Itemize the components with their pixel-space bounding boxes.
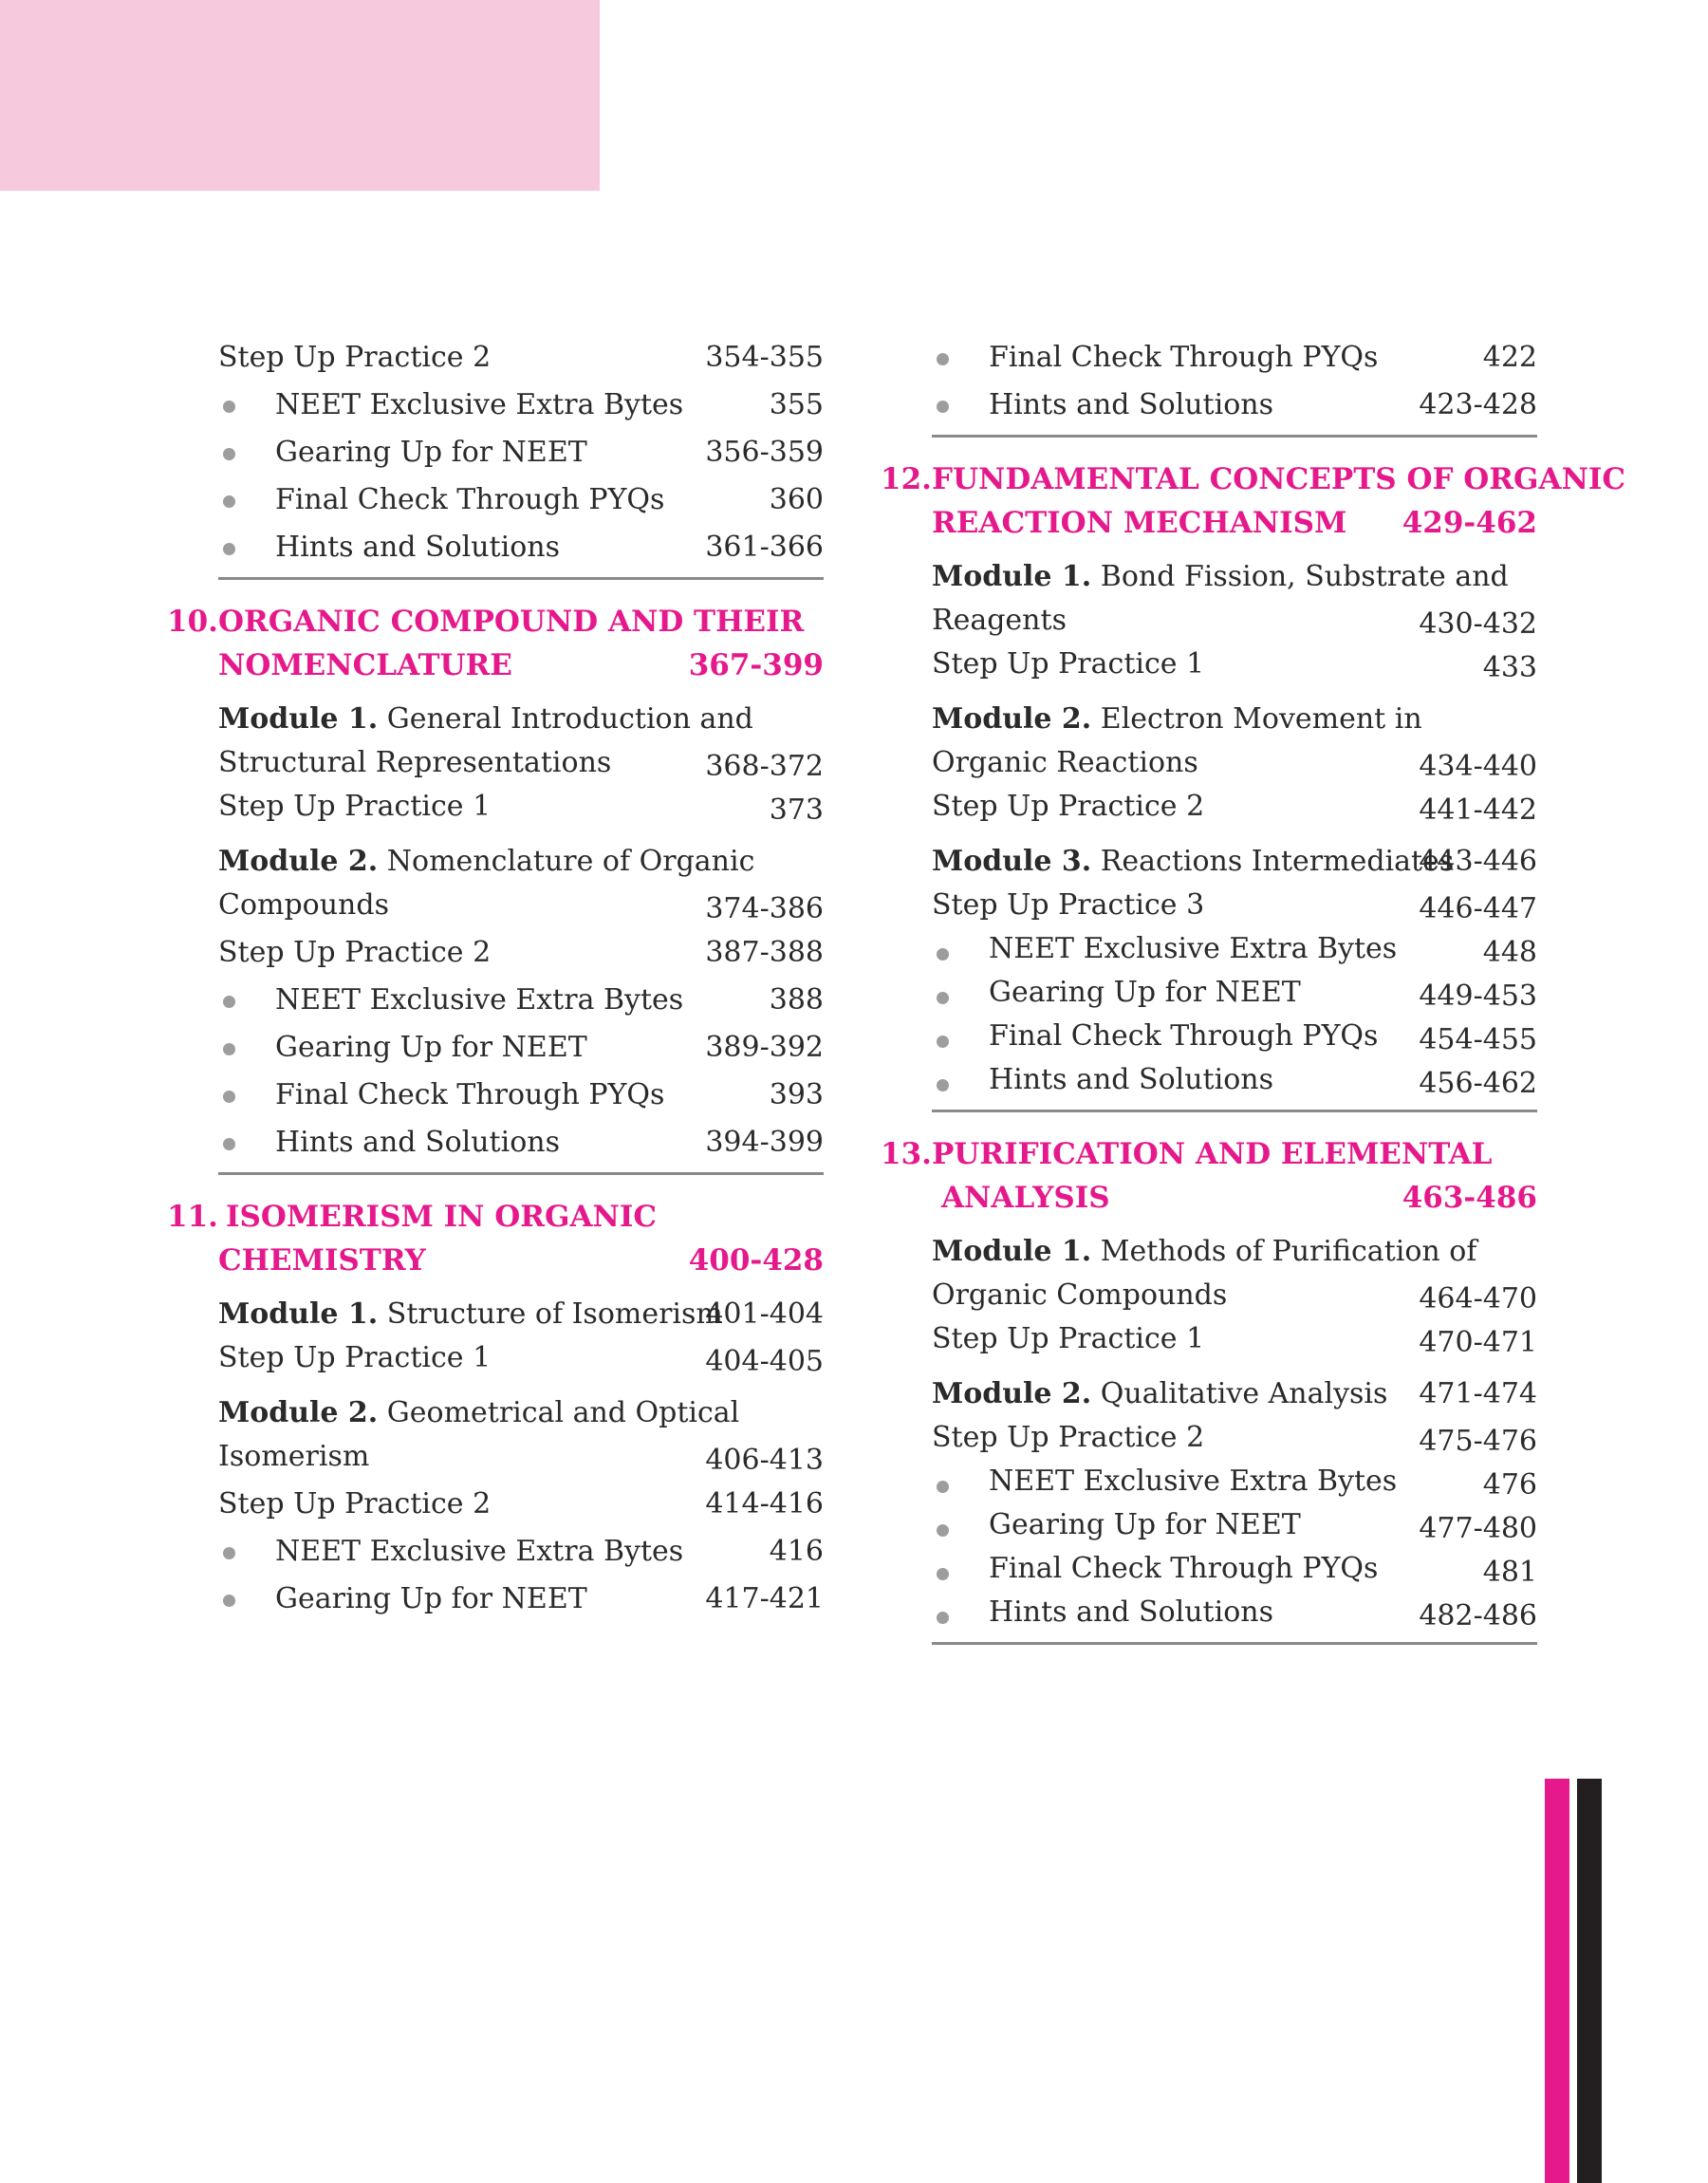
bullet-icon xyxy=(223,495,235,508)
module-label: Module 2. xyxy=(932,1377,1092,1410)
module-entry-cont[interactable] xyxy=(873,1276,1537,1319)
toc-entry[interactable] xyxy=(159,1119,824,1166)
entry-pages: 394-399 xyxy=(705,1126,824,1159)
module-title-cont: Organic Compounds xyxy=(932,1278,1228,1312)
entry-label: Gearing Up for NEET xyxy=(275,1031,587,1064)
entry-label: Step Up Practice 1 xyxy=(932,647,1205,681)
section-divider xyxy=(932,435,1537,438)
chapter-title-line2: CHEMISTRY xyxy=(218,1243,426,1278)
toc-entry[interactable] xyxy=(873,1017,1537,1060)
entry-pages: 434-440 xyxy=(1419,750,1537,783)
toc-entry[interactable] xyxy=(159,977,824,1024)
bullet-icon xyxy=(223,1547,235,1559)
toc-entry[interactable] xyxy=(873,334,1537,382)
toc-entry[interactable] xyxy=(159,1481,824,1528)
entry-label: Final Check Through PYQs xyxy=(989,341,1379,374)
module-title xyxy=(932,844,1454,880)
module-label: Module 1. xyxy=(218,1297,379,1331)
entry-pages: 406-413 xyxy=(705,1444,824,1477)
chapter-pages: 429-462 xyxy=(1402,506,1537,540)
entry-pages: 446-447 xyxy=(1419,892,1537,925)
section-divider xyxy=(932,1110,1537,1112)
module-entry[interactable] xyxy=(873,838,1537,886)
module-title xyxy=(218,1297,723,1333)
section-divider xyxy=(932,1642,1537,1645)
chapter-number: 11. xyxy=(167,1200,218,1234)
entry-label: Step Up Practice 2 xyxy=(932,790,1205,823)
module-title xyxy=(218,1395,739,1431)
entry-label: Step Up Practice 2 xyxy=(218,341,492,374)
bullet-icon xyxy=(223,1043,235,1055)
toc-entry[interactable] xyxy=(873,382,1537,429)
entry-pages: 414-416 xyxy=(705,1487,824,1521)
entry-label: Step Up Practice 2 xyxy=(218,936,492,969)
bullet-icon xyxy=(937,1568,949,1580)
chapter-title-line1: ORGANIC COMPOUND AND THEIR xyxy=(218,605,805,639)
toc-entry[interactable] xyxy=(159,476,824,524)
module-entry[interactable] xyxy=(873,1371,1537,1418)
module-name: Qualitative Analysis xyxy=(1091,1377,1388,1410)
module-title xyxy=(218,701,753,737)
entry-label: Hints and Solutions xyxy=(275,531,560,564)
entry-label: Final Check Through PYQs xyxy=(989,1552,1379,1585)
entry-label: Hints and Solutions xyxy=(989,1063,1273,1096)
toc-entry[interactable] xyxy=(873,644,1537,688)
module-label: Module 3. xyxy=(932,845,1092,878)
module-title xyxy=(932,1376,1387,1412)
bullet-icon xyxy=(937,1079,949,1092)
chapter-title-line1: ISOMERISM IN ORGANIC xyxy=(226,1200,658,1234)
bullet-icon xyxy=(223,448,235,460)
module-title-cont: Organic Reactions xyxy=(932,746,1198,779)
entry-pages: 433 xyxy=(1482,651,1537,684)
toc-entry[interactable] xyxy=(873,929,1537,973)
chapter-heading-12[interactable] xyxy=(873,455,1626,546)
entry-pages: 404-405 xyxy=(705,1345,824,1378)
entry-pages: 481 xyxy=(1482,1556,1537,1589)
toc-entry[interactable] xyxy=(159,1528,824,1576)
module-name: Electron Movement in xyxy=(1091,702,1422,736)
module-entry-cont[interactable] xyxy=(873,743,1537,787)
header-color-block xyxy=(0,0,600,191)
entry-pages: 354-355 xyxy=(705,341,824,374)
chapter-title-line1: PURIFICATION AND ELEMENTAL xyxy=(932,1137,1493,1171)
module-entry-cont[interactable] xyxy=(159,743,824,787)
entry-pages: 360 xyxy=(769,483,824,516)
section-divider xyxy=(218,577,824,580)
module-title-cont: Compounds xyxy=(218,888,389,922)
module-title-cont: Structural Representations xyxy=(218,746,612,779)
entry-label: Step Up Practice 1 xyxy=(218,790,492,823)
toc-column-left xyxy=(159,334,824,1623)
module-label: Module 1. xyxy=(218,702,379,736)
entry-label: Step Up Practice 1 xyxy=(218,1341,492,1374)
chapter-number: 10. xyxy=(167,605,218,639)
bullet-icon xyxy=(223,401,235,413)
entry-pages: 443-446 xyxy=(1419,845,1537,878)
toc-entry[interactable] xyxy=(159,787,824,830)
chapter-title-line2: NOMENCLATURE xyxy=(218,648,512,682)
module-label: Module 2. xyxy=(932,702,1092,736)
toc-entry[interactable] xyxy=(873,973,1537,1017)
bullet-icon xyxy=(937,992,949,1004)
entry-pages: 368-372 xyxy=(705,750,824,783)
entry-label: Hints and Solutions xyxy=(989,388,1273,421)
entry-label: Gearing Up for NEET xyxy=(989,1508,1301,1541)
entry-pages: 449-453 xyxy=(1419,980,1537,1013)
bullet-icon xyxy=(937,1612,949,1624)
entry-label: Step Up Practice 2 xyxy=(932,1421,1205,1454)
toc-entry[interactable] xyxy=(873,1549,1537,1593)
entry-pages: 416 xyxy=(769,1535,824,1568)
module-label: Module 2. xyxy=(218,1396,379,1429)
toc-entry[interactable] xyxy=(873,886,1537,929)
entry-label: Hints and Solutions xyxy=(275,1126,560,1159)
toc-entry[interactable] xyxy=(159,334,824,382)
entry-pages: 482-486 xyxy=(1419,1599,1537,1633)
toc-entry[interactable] xyxy=(159,1072,824,1119)
toc-entry[interactable] xyxy=(159,1576,824,1623)
chapter-number: 13. xyxy=(881,1137,932,1171)
entry-pages: 373 xyxy=(769,793,824,827)
bullet-icon xyxy=(937,1481,949,1493)
bullet-icon xyxy=(937,353,949,365)
toc-entry[interactable] xyxy=(159,929,824,977)
entry-pages: 389-392 xyxy=(705,1031,824,1064)
entry-pages: 423-428 xyxy=(1419,388,1537,421)
module-title xyxy=(932,1234,1476,1270)
module-name: General Introduction and xyxy=(378,702,753,736)
toc-entry[interactable] xyxy=(873,1319,1537,1363)
chapter-pages: 400-428 xyxy=(688,1243,824,1278)
module-name: Structure of Isomerism xyxy=(378,1297,723,1331)
entry-pages: 417-421 xyxy=(705,1582,824,1615)
module-entry-cont[interactable] xyxy=(873,601,1537,644)
toc-entry[interactable] xyxy=(159,1338,824,1382)
module-title-cont: Reagents xyxy=(932,604,1067,637)
entry-pages: 464-470 xyxy=(1419,1282,1537,1315)
module-entry[interactable] xyxy=(159,1291,824,1338)
toc-entry[interactable] xyxy=(159,429,824,476)
toc-entry[interactable] xyxy=(159,1024,824,1072)
module-label: Module 2. xyxy=(218,845,379,878)
entry-label: Step Up Practice 1 xyxy=(932,1322,1205,1355)
bullet-icon xyxy=(223,1138,235,1150)
entry-pages: 475-476 xyxy=(1419,1425,1537,1458)
module-entry[interactable] xyxy=(873,696,1537,743)
module-entry[interactable] xyxy=(159,1390,824,1437)
module-entry-cont[interactable] xyxy=(159,1437,824,1481)
module-title xyxy=(932,701,1422,737)
entry-label: Step Up Practice 2 xyxy=(218,1487,492,1521)
module-entry[interactable] xyxy=(873,553,1537,601)
toc-entry[interactable] xyxy=(873,1462,1537,1505)
chapter-heading-13[interactable] xyxy=(873,1129,1537,1221)
entry-pages: 441-442 xyxy=(1419,793,1537,827)
entry-label: Final Check Through PYQs xyxy=(275,483,665,516)
entry-pages: 448 xyxy=(1482,936,1537,969)
toc-entry[interactable] xyxy=(159,524,824,571)
chapter-pages: 367-399 xyxy=(688,648,824,682)
bullet-icon xyxy=(223,1091,235,1103)
bullet-icon xyxy=(223,543,235,555)
entry-pages: 456-462 xyxy=(1419,1067,1537,1100)
module-title xyxy=(932,559,1509,595)
module-name: Bond Fission, Substrate and xyxy=(1091,560,1509,593)
chapter-title-line2: ANALYSIS xyxy=(941,1181,1110,1215)
entry-pages: 430-432 xyxy=(1419,607,1537,641)
module-label: Module 1. xyxy=(932,1235,1092,1268)
bullet-icon xyxy=(937,1524,949,1537)
chapter-heading-11[interactable] xyxy=(159,1192,824,1283)
entry-pages: 387-388 xyxy=(705,936,824,969)
entry-label: Gearing Up for NEET xyxy=(275,1582,587,1615)
module-entry-cont[interactable] xyxy=(159,886,824,929)
entry-label: NEET Exclusive Extra Bytes xyxy=(275,983,684,1017)
chapter-heading-10[interactable] xyxy=(159,597,824,688)
toc-entry[interactable] xyxy=(159,382,824,429)
entry-label: Final Check Through PYQs xyxy=(275,1078,665,1111)
entry-pages: 361-366 xyxy=(705,531,824,564)
module-label: Module 1. xyxy=(932,560,1092,593)
module-entry[interactable] xyxy=(159,696,824,743)
entry-pages: 477-480 xyxy=(1419,1512,1537,1545)
module-title xyxy=(218,844,754,880)
chapter-title-line1: FUNDAMENTAL CONCEPTS OF ORGANIC xyxy=(932,462,1626,496)
entry-label: Final Check Through PYQs xyxy=(989,1019,1379,1053)
entry-label: NEET Exclusive Extra Bytes xyxy=(989,932,1398,965)
decorative-pink-bar xyxy=(1545,1779,1569,2183)
toc-entry[interactable] xyxy=(873,787,1537,830)
toc-entry[interactable] xyxy=(873,1060,1537,1104)
toc-entry[interactable] xyxy=(873,1418,1537,1462)
bullet-icon xyxy=(937,401,949,413)
bullet-icon xyxy=(223,1595,235,1607)
module-entry[interactable] xyxy=(873,1228,1537,1276)
module-name: Geometrical and Optical xyxy=(378,1396,740,1429)
toc-column-right xyxy=(873,334,1626,1662)
toc-entry[interactable] xyxy=(873,1593,1537,1636)
module-title-cont: Isomerism xyxy=(218,1440,370,1473)
chapter-pages: 463-486 xyxy=(1402,1181,1537,1215)
entry-pages: 355 xyxy=(769,388,824,421)
entry-pages: 454-455 xyxy=(1419,1023,1537,1056)
chapter-number: 12. xyxy=(881,462,932,496)
bullet-icon xyxy=(223,996,235,1008)
entry-pages: 356-359 xyxy=(705,436,824,469)
entry-pages: 471-474 xyxy=(1419,1377,1537,1410)
entry-label: NEET Exclusive Extra Bytes xyxy=(989,1465,1398,1498)
decorative-black-bar xyxy=(1577,1779,1602,2183)
module-name: Nomenclature of Organic xyxy=(378,845,755,878)
bullet-icon xyxy=(937,1036,949,1048)
entry-pages: 393 xyxy=(769,1078,824,1111)
entry-label: Gearing Up for NEET xyxy=(989,976,1301,1009)
chapter-title-line2: REACTION MECHANISM xyxy=(932,506,1347,540)
entry-label: NEET Exclusive Extra Bytes xyxy=(275,388,684,421)
entry-pages: 476 xyxy=(1482,1468,1537,1502)
entry-pages: 422 xyxy=(1482,341,1537,374)
entry-label: NEET Exclusive Extra Bytes xyxy=(275,1535,684,1568)
module-name: Reactions Intermediates xyxy=(1091,845,1455,878)
entry-label: Hints and Solutions xyxy=(989,1595,1273,1629)
module-entry[interactable] xyxy=(159,838,824,886)
entry-pages: 470-471 xyxy=(1419,1326,1537,1359)
module-name: Methods of Purification of xyxy=(1091,1235,1477,1268)
entry-pages: 388 xyxy=(769,983,824,1017)
toc-entry[interactable] xyxy=(873,1505,1537,1549)
entry-label: Step Up Practice 3 xyxy=(932,888,1205,922)
section-divider xyxy=(218,1172,824,1175)
entry-pages: 401-404 xyxy=(705,1297,824,1331)
entry-pages: 374-386 xyxy=(705,892,824,925)
bullet-icon xyxy=(937,948,949,961)
entry-label: Gearing Up for NEET xyxy=(275,436,587,469)
